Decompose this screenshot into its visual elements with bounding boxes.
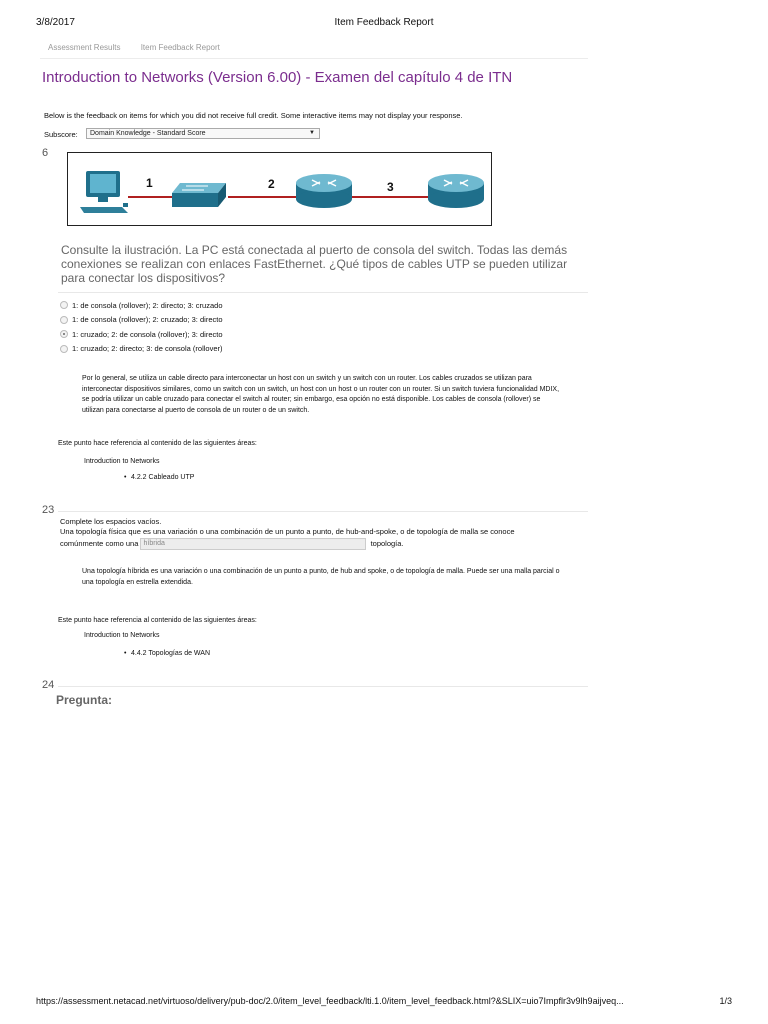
subscore-label: Subscore:	[44, 130, 78, 139]
content-area-course: Introduction to Networks	[84, 632, 160, 639]
router-icon	[296, 174, 352, 208]
answer-option-label: 1: de consola (rollover); 2: directo; 3: cruzado	[72, 300, 223, 310]
network-topology-figure	[67, 152, 492, 226]
content-area-topic: • 4.2.2 Cableado UTP	[131, 474, 194, 481]
content-areas-intro: Este punto hace referencia al contenido de las siguientes áreas:	[58, 440, 257, 447]
radio-button[interactable]	[60, 316, 68, 324]
feedback-text: Una topología híbrida es una variación o una combinación de un punto a punto, de hub and spoke, o de topología de malla. Puede ser una malla parcial o una topología en estrella extendida.	[82, 568, 560, 586]
content-area-course: Introduction to Networks	[84, 458, 160, 465]
breadcrumb-divider	[40, 58, 588, 59]
fill-in-question	[60, 517, 515, 552]
radio-button[interactable]	[60, 345, 68, 353]
answer-prefix: comúnmente como una	[60, 538, 139, 548]
fill-in-field[interactable]: híbrida	[140, 538, 366, 550]
question-label: Pregunta:	[56, 693, 113, 707]
switch-icon	[172, 183, 226, 207]
answer-option[interactable]	[60, 313, 223, 328]
cable-label-3: 3	[387, 180, 394, 194]
pc-icon	[80, 171, 128, 213]
answer-option[interactable]	[60, 298, 223, 313]
print-date: 3/8/2017	[36, 17, 75, 28]
page-title: Introduction to Networks (Version 6.00) - Examen del capítulo 4 de ITN	[42, 69, 513, 86]
question-number-24: 24	[42, 679, 55, 691]
answer-option-label: 1: cruzado; 2: de consola (rollover); 3: directo	[72, 329, 223, 339]
question-number-6: 6	[42, 147, 49, 159]
answer-line	[60, 538, 515, 552]
cable-label-2: 2	[268, 177, 275, 191]
intro-text: Below is the feedback on items for which you did not receive full credit. Some interactive items may not display your response.	[44, 111, 463, 120]
page-number: 1/3	[719, 996, 732, 1006]
answer-options	[60, 298, 223, 356]
subscore-selected-value: Domain Knowledge - Standard Score	[90, 130, 206, 137]
breadcrumb	[48, 43, 238, 52]
answer-option-label: 1: de consola (rollover); 2: cruzado; 3: directo	[72, 315, 223, 325]
answer-option-label: 1: cruzado; 2: directo; 3: de consola (rollover)	[72, 344, 223, 354]
question-divider	[58, 686, 588, 687]
question-text: Una topología física que es una variación o una combinación de un punto a punto, de hub-and-spoke, o de topología de malla se conoce	[60, 527, 515, 536]
subscore-select[interactable]	[86, 128, 320, 139]
question-instruction: Complete los espacios vacíos.	[60, 517, 162, 526]
topology-diagram	[68, 153, 493, 227]
answer-suffix: topología.	[370, 538, 404, 548]
router-icon	[428, 174, 484, 208]
content-areas-intro: Este punto hace referencia al contenido de las siguientes áreas:	[58, 617, 257, 624]
cable-label-1: 1	[146, 176, 153, 190]
feedback-text: Por lo general, se utiliza un cable directo para interconectar un host con un switch y un switch con un router. Los cables cruzados se utilizan para interconectar dispositivos similares, como un switch con un switch, un host con un host o un router con un router. Si un switch tuviera funcionalidad MDIX, se podría utilizar un cable cruzado para conectar el switch al router; sin embargo, esa opción no está disponible. Los cables de consola (rollover) se utilizan para conectarse al puerto de consola de un router o de un switch.	[82, 375, 560, 414]
question-text: Consulte la ilustración. La PC está conectada al puerto de consola del switch. Todas las demás conexiones se realizan con enlaces FastEthernet. ¿Qué tipos de cables UTP se pueden utilizar para conectar los dispositivos?	[61, 243, 568, 285]
question-divider	[58, 292, 588, 293]
radio-button-selected[interactable]	[60, 330, 68, 338]
answer-option[interactable]	[60, 327, 223, 342]
question-divider	[58, 511, 588, 512]
chevron-down-icon: ▼	[309, 130, 315, 136]
print-header-title: Item Feedback Report	[334, 17, 434, 28]
question-number-23: 23	[42, 504, 55, 516]
radio-button[interactable]	[60, 301, 68, 309]
breadcrumb-assessment-results[interactable]: Assessment Results	[48, 43, 121, 52]
content-area-topic: • 4.4.2 Topologías de WAN	[131, 650, 210, 657]
breadcrumb-item-feedback-report[interactable]: Item Feedback Report	[140, 43, 220, 52]
answer-option[interactable]	[60, 342, 223, 357]
print-footer-url: https://assessment.netacad.net/virtuoso/delivery/pub-doc/2.0/item_level_feedback/lti.1.0/item_level_feedback.html?&SLIX=uio7Impflr3v9lh9aijveq...	[36, 996, 624, 1006]
